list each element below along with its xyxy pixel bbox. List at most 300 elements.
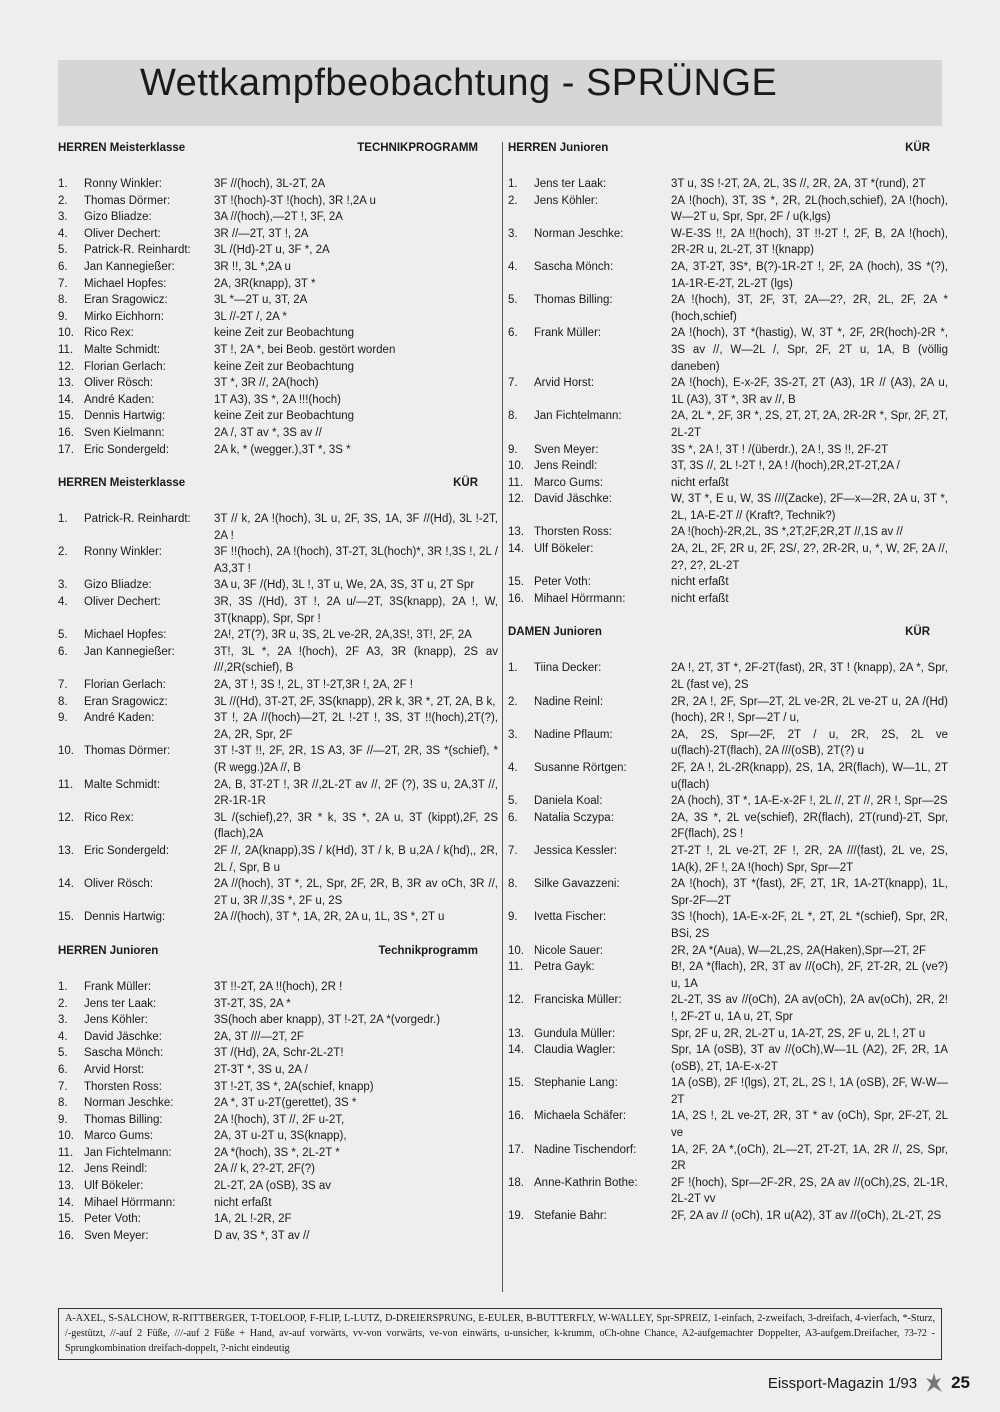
skater-name: Thomas Billing: [534,294,613,307]
jump-notes: 3L //-2T /, 2A * [214,310,287,323]
skater-name: Sven Meyer: [534,443,599,456]
skater-name: Nicole Sauer: [534,944,604,957]
jump-notes: 3L *—2T u, 3T, 2A [214,294,308,307]
page-title: Wettkampfbeobachtung - SPRÜNGE [140,62,778,104]
jump-notes: 2R, 2A !, 2F, Spr—2T, 2L ve-2R, 2L ve-2T u, 2A /(Hd)(hoch), 2R !, Spr—2T / u, [671,695,948,725]
skater-name: Arvid Horst: [84,1063,145,1076]
skater-name: Jens Reindl: [534,460,598,473]
skater-logo-icon [925,1372,943,1394]
rank-number: 7. [58,679,68,692]
rank-number: 11. [508,476,524,489]
result-row [58,1195,498,1212]
rank-number: 1. [508,178,518,190]
rank-number: 2. [508,695,518,708]
jump-notes: W, 3T *, E u, W, 3S ///(Zacke), 2F—x—2R, 2A u, 3T *, 2L, 1A-E-2T // (Kraft?, Technik?) [671,493,948,522]
rank-number: 6. [58,1063,68,1076]
skater-name: André Kaden: [84,712,155,725]
result-row [508,176,948,193]
skater-name: Gizo Bliadze: [84,579,152,592]
rank-number: 14. [58,393,74,406]
result-row [508,909,948,942]
jump-notes: 3F !!(hoch), 2A !(hoch), 3T-2T, 3L(hoch)*, 3R !,3S !, 2L / A3,3T ! [214,546,498,575]
skater-name: Sascha Mönch: [84,1047,164,1060]
skater-name: Eran Sragowicz: [84,294,168,307]
result-row [58,577,498,594]
skater-name: Marco Gums: [84,1130,154,1143]
skater-name: Nadine Tischendorf: [534,1143,637,1156]
jump-notes: 3T // k, 2A !(hoch), 3L u, 2F, 3S, 1A, 3F //(Hd), 3L !-2T, 2A ! [214,513,498,542]
skater-name: Dennis Hartwig: [84,911,166,924]
rank-number: 16. [508,1110,524,1123]
skater-name: Ulf Bökeler: [84,1180,144,1193]
result-row [58,876,498,909]
skater-name: Sven Kielmann: [84,426,165,439]
skater-name: Silke Gavazzeni: [534,878,620,891]
jump-notes: 1T A3), 3S *, 2A !!!(hoch) [214,393,341,406]
jump-notes: 2A !, 2T, 3T *, 2F-2T(fast), 2R, 3T ! (knapp), 2A *, Spr, 2L (fast ve), 2S [671,662,948,692]
rank-number: 13. [58,1180,74,1193]
rank-number: 12. [58,360,74,373]
jump-notes: 3T!, 3L *, 2A !(hoch), 2F A3, 3R (knapp), 2S av ///,2R(schief), B [214,645,498,675]
skater-name: Mihael Hörrmann: [534,592,626,605]
skater-name: David Jäschke: [84,1030,162,1043]
rank-number: 7. [508,844,518,857]
result-row [508,458,948,475]
skater-name: Nadine Pflaum: [534,728,613,741]
rank-number: 5. [58,1047,68,1060]
result-row [508,591,948,608]
jump-notes: 3L /(Hd)-2T u, 3F *, 2A [214,244,330,257]
result-row [58,442,498,459]
rank-number: 11. [508,961,524,974]
rank-number: 12. [58,1163,74,1176]
rank-number: 4. [58,1030,68,1043]
result-row [58,1079,498,1096]
result-row [58,276,498,293]
jump-notes: 2A, 2L, 2F, 2R u, 2F, 2S/, 2?, 2R-2R, u, *, W, 2F, 2A //, 2?, 2?, 2L-2T [671,543,948,572]
result-row [58,408,498,425]
page-footer [768,1372,970,1394]
jump-notes: 2T-3T *, 3S u, 2A / [214,1063,308,1076]
jump-notes: 1A (oSB), 2F !(lgs), 2T, 2L, 2S !, 1A (oSB), 2F, W-W—2T [671,1077,948,1106]
page-number: 25 [951,1373,970,1392]
skater-name: Patrick-R. Reinhardt: [84,244,191,257]
rank-number: 10. [508,460,524,473]
result-row [58,1161,498,1178]
rank-number: 8. [508,410,518,423]
result-row [58,743,498,776]
rank-number: 3. [58,1014,68,1027]
rank-number: 15. [58,410,74,423]
result-row [58,710,498,743]
rank-number: 10. [58,327,74,340]
jump-notes: 2A, B, 3T-2T !, 3R //,2L-2T av //, 2F (?), 3S u, 2A,3T //, 2R-1R-1R [214,778,498,808]
jump-notes: 2A !(hoch), 3T, 2F, 3T, 2A—2?, 2R, 2L, 2F, 2A *(hoch,schief) [671,294,948,323]
results-list [58,979,498,1245]
result-row [508,793,948,810]
jump-notes: 2A, 3T-2T, 3S*, B(?)-1R-2T !, 2F, 2A (hoch), 3S *(?), 1A-1R-E-2T, 2L-2T (lgs) [671,260,948,290]
jump-notes: 1A, 2F, 2A *,(oCh), 2L—2T, 2T-2T, 1A, 2R //, 2S, Spr, 2R [671,1143,948,1173]
skater-name: Stefanie Bahr: [534,1210,607,1223]
skater-name: Frank Müller: [534,327,602,340]
skater-name: Eric Sondergeld: [84,443,170,456]
skater-name: Stephanie Lang: [534,1077,618,1090]
skater-name: Oliver Rösch: [84,878,154,891]
left-column [58,140,498,1244]
skater-name: Jens ter Laak: [84,997,157,1010]
rank-number: 4. [58,227,68,240]
result-row [58,694,498,711]
section-title: DAMEN Junioren [508,626,602,639]
jump-notes: D av, 3S *, 3T av // [214,1229,310,1242]
skater-name: Norman Jeschke: [534,227,624,240]
rank-number: 2. [508,194,518,207]
skater-name: Rico Rex: [84,811,134,824]
result-row [58,627,498,644]
result-row [58,325,498,342]
skater-name: Oliver Rösch: [84,377,154,390]
rank-number: 12. [508,493,524,506]
jump-notes: 2A, 3T ///—2T, 2F [214,1030,304,1043]
rank-number: 10. [58,1130,74,1143]
jump-notes: 2A *(hoch), 3S *, 2L-2T * [214,1146,340,1159]
rank-number: 11. [58,1146,74,1159]
jump-notes: 3T u, 3S !-2T, 2A, 2L, 3S //, 2R, 2A, 3T *(rund), 2T [671,178,926,190]
skater-name: Ronny Winkler: [84,178,162,190]
rank-number: 3. [508,728,518,741]
section-header [508,624,948,640]
result-row [508,1175,948,1208]
result-row [508,959,948,992]
section-subtitle: Technikprogramm [378,944,478,957]
skater-name: Florian Gerlach: [84,679,166,692]
skater-name: Thomas Dörmer: [84,194,171,207]
jump-notes: 2A //(hoch), 3T *, 1A, 2R, 2A u, 1L, 3S *, 2T u [214,911,445,924]
result-row [58,1112,498,1129]
rank-number: 13. [58,377,74,390]
skater-name: Ronny Winkler: [84,546,162,559]
result-row [58,292,498,309]
skater-name: Eran Sragowicz: [84,695,168,708]
section-subtitle: TECHNIKPROGRAMM [357,142,478,154]
results-list [508,176,948,607]
section-subtitle: KÜR [453,477,478,490]
jump-notes: 3T !!-2T, 2A !!(hoch), 2R ! [214,980,343,993]
rank-number: 6. [58,645,68,658]
skater-name: Mirko Eichhorn: [84,310,164,323]
rank-number: 13. [508,1027,524,1040]
result-row [58,309,498,326]
skater-name: Peter Voth: [84,1213,141,1226]
jump-notes: 2A !(hoch), 3T *(fast), 2F, 2T, 1R, 1A-2T(knapp), 1L, Spr-2F—2T [671,878,948,907]
results-list [58,176,498,458]
rank-number: 8. [58,695,68,708]
section-subtitle: KÜR [905,626,930,639]
skater-name: Jens ter Laak: [534,178,607,190]
jump-notes: 2A, 3R(knapp), 3T * [214,277,316,290]
jump-notes: 3A //(hoch),—2T !, 3F, 2A [214,211,343,224]
rank-number: 3. [58,211,68,224]
skater-name: Jens Reindl: [84,1163,148,1176]
rank-number: 1. [58,980,68,993]
rank-number: 6. [58,260,68,273]
result-row [508,1042,948,1075]
rank-number: 17. [58,443,74,456]
skater-name: Marco Gums: [534,476,604,489]
jump-notes: 3F //(hoch), 3L-2T, 2A [214,178,326,190]
jump-notes: 2A !(hoch), 3T *(hastig), W, 3T *, 2F, 2R(hoch)-2R *, 3S av //, W—2L /, Spr, 2F, 2T u, 1A, B (völlig daneben) [671,327,948,373]
rank-number: 5. [508,294,518,307]
jump-notes: nicht erfaßt [671,576,729,589]
results-list [58,511,498,926]
rank-number: 10. [58,745,74,758]
result-row [508,760,948,793]
result-row [508,491,948,524]
rank-number: 5. [58,629,68,642]
skater-name: Gundula Müller: [534,1027,616,1040]
jump-notes: 3L //(Hd), 3T-2T, 2F, 3S(knapp), 2R k, 3R *, 2T, 2A, B k, [214,695,496,708]
rank-number: 9. [58,1113,68,1126]
result-row [58,1228,498,1245]
result-row [58,1095,498,1112]
rank-number: 1. [58,513,68,526]
jump-notes: 3L /(schief),2?, 3R * k, 3S *, 2A u, 3T (kippt),2F, 2S (flach),2A [214,811,498,841]
jump-notes: W-E-3S !!, 2A !!(hoch), 3T !!-2T !, 2F, B, 2A !(hoch), 2R-2R u, 2L-2T, 3T !(knapp) [671,227,948,257]
rank-number: 6. [508,811,518,824]
rank-number: 14. [58,878,74,891]
jump-notes: 2L-2T, 2A (oSB), 3S av [214,1180,331,1193]
jump-notes: 3T *, 3R //, 2A(hoch) [214,377,319,390]
jump-notes: nicht erfaßt [671,476,729,489]
jump-notes: 3T !-3T !!, 2F, 2R, 1S A3, 3F //—2T, 2R, 3S *(schief), * (R wegg.)2A //, B [214,745,498,774]
right-column [508,140,948,1225]
result-row [58,342,498,359]
result-row [508,1108,948,1141]
result-row [58,1145,498,1162]
section-title: HERREN Meisterklasse [58,477,186,490]
result-row [508,1026,948,1043]
skater-name: Tiina Decker: [534,662,602,675]
result-row [58,511,498,544]
result-row [58,1062,498,1079]
result-row [508,541,948,574]
result-row [58,594,498,627]
skater-name: Oliver Dechert: [84,596,161,609]
abbreviation-legend: A-AXEL, S-SALCHOW, R-RITTBERGER, T-TOELOOP, F-FLIP, L-LUTZ, D-DREIERSPRUNG, E-EULER, B-BUTTERFLY, W-WALLEY, Spr-SPREIZ, 1-einfach, 2-zweifach, 3-dreifach, 4-vierfach, *-Sturz, /-gestützt, //-auf 2 Füße, ///-auf 2 Füße + Hand, av-auf vorwärts, vv-von vorwärts, ve-von einwärts, u-unsicher, k-krumm, oCh-ohne Chance, A2-aufgemachter Doppelter, A3-aufgem.Dreifacher, ?3-?2 - Sprungkombination dreifach-doppelt, ?-nicht eindeutig [58,1308,942,1360]
skater-name: Franciska Müller: [534,994,622,1007]
jump-notes: 2A, 2L *, 2F, 3R *, 2S, 2T, 2T, 2A, 2R-2R *, Spr, 2F, 2T, 2L-2T [671,410,948,439]
jump-notes: 2A, 3S *, 2L ve(schief), 2R(flach), 2T(rund)-2T, Spr, 2F(flach), 2S ! [671,811,948,841]
jump-notes: 2F !(hoch), Spr—2F-2R, 2S, 2A av //(oCh),2S, 2L-1R, 2L-2T vv [671,1176,948,1206]
rank-number: 4. [58,596,68,609]
skater-name: Thomas Billing: [84,1113,163,1126]
jump-notes: 1A, 2S !, 2L ve-2T, 2R, 3T * av (oCh), Spr, 2F-2T, 2L ve [671,1110,948,1140]
rank-number: 8. [58,294,68,307]
result-row [58,425,498,442]
rank-number: 14. [58,1196,74,1209]
jump-notes: 2R, 2A *(Aua), W—2L,2S, 2A(Haken),Spr—2T, 2F [671,944,927,957]
rank-number: 6. [508,327,518,340]
jump-notes: 2A !(hoch)-2R,2L, 3S *,2T,2F,2R,2T //,1S av // [671,526,903,539]
jump-notes: 2A //(hoch), 3T *, 2L, Spr, 2F, 2R, B, 3R av oCh, 3R //, 2T u, 3R //,3S *, 2F u, 2S [214,878,498,907]
result-row [58,226,498,243]
result-row [58,209,498,226]
skater-name: André Kaden: [84,393,155,406]
result-row [58,777,498,810]
rank-number: 9. [58,712,68,725]
jump-notes: keine Zeit zur Beobachtung [214,410,355,423]
rank-number: 2. [58,546,68,559]
rank-number: 13. [58,844,74,857]
rank-number: 9. [58,310,68,323]
skater-name: Jens Köhler: [84,1014,148,1027]
skater-name: Rico Rex: [84,327,134,340]
result-row [58,810,498,843]
result-row [508,524,948,541]
skater-name: Michaela Schäfer: [534,1110,627,1123]
skater-name: Thorsten Ross: [534,526,612,539]
jump-notes: nicht erfaßt [671,592,729,605]
section-title: HERREN Meisterklasse [58,142,186,154]
skater-name: Natalia Sczypa: [534,811,614,824]
rank-number: 5. [58,244,68,257]
rank-number: 15. [508,576,524,589]
result-row [508,408,948,441]
rank-number: 15. [58,1213,74,1226]
rank-number: 7. [508,377,518,390]
result-row [508,375,948,408]
rank-number: 4. [508,260,518,273]
jump-notes: 3T-2T, 3S, 2A * [214,997,291,1010]
rank-number: 16. [508,592,524,605]
skater-name: Jan Fichtelmann: [534,410,622,423]
skater-name: Jens Köhler: [534,194,598,207]
result-row [508,193,948,226]
section-header [58,140,498,156]
jump-notes: 2F, 2A av // (oCh), 1R u(A2), 3T av //(oCh), 2L-2T, 2S [671,1210,942,1223]
rank-number: 3. [58,579,68,592]
rank-number: 18. [508,1176,524,1189]
rank-number: 16. [58,426,74,439]
skater-name: Patrick-R. Reinhardt: [84,513,191,526]
jump-notes: 2A // k, 2?-2T, 2F(?) [214,1163,315,1176]
section-header [58,943,498,959]
result-row [58,176,498,193]
skater-name: Anne-Kathrin Bothe: [534,1176,638,1189]
jump-notes: 1A, 2L !-2R, 2F [214,1213,292,1226]
jump-notes: 2A k, * (wegger.),3T *, 3S * [214,443,351,456]
result-row [508,475,948,492]
rank-number: 7. [58,1080,68,1093]
jump-notes: 2A *, 3T u-2T(gerettet), 3S * [214,1097,357,1110]
skater-name: Jan Fichtelmann: [84,1146,172,1159]
section-header [58,475,498,491]
result-row [508,325,948,375]
result-row [508,574,948,591]
skater-name: Gizo Bliadze: [84,211,152,224]
jump-notes: nicht erfaßt [214,1196,272,1209]
jump-notes: 2L-2T, 3S av //(oCh), 2A av(oCh), 2A av(oCh), 2R, 2! !, 2F-2T u, 1A u, 2T, Spr [671,994,948,1023]
skater-name: Jan Kannegießer: [84,645,175,658]
skater-name: Jessica Kessler: [534,844,618,857]
skater-name: Ivetta Fischer: [534,911,607,924]
rank-number: 16. [58,1229,74,1242]
result-row [508,1142,948,1175]
skater-name: Florian Gerlach: [84,360,166,373]
jump-notes: Spr, 1A (oSB), 3T av //(oCh),W—1L (A2), 2F, 2R, 1A (oSB), 2T, 1A-E-x-2T [671,1044,948,1073]
section-title: HERREN Junioren [508,142,609,154]
skater-name: Nadine Reinl: [534,695,604,708]
skater-name: Peter Voth: [534,576,591,589]
result-row [58,1045,498,1062]
result-row [508,442,948,459]
jump-notes: 2A !(hoch), E-x-2F, 3S-2T, 2T (A3), 1R // (A3), 2A u, 1L (A3), 3T *, 3R av //, B [671,377,948,406]
jump-notes: 2A, 3T !, 3S !, 2L, 3T !-2T,3R !, 2A, 2F ! [214,679,413,692]
skater-name: Frank Müller: [84,980,152,993]
result-row [58,242,498,259]
result-row [508,660,948,693]
result-row [508,992,948,1025]
skater-name: Arvid Horst: [534,377,595,390]
result-row [58,996,498,1013]
result-row [508,1075,948,1108]
skater-name: David Jäschke: [534,493,612,506]
result-row [508,876,948,909]
result-row [508,292,948,325]
rank-number: 4. [508,762,518,774]
result-row [508,943,948,960]
rank-number: 1. [58,178,68,190]
rank-number: 9. [508,911,518,924]
result-row [58,1012,498,1029]
jump-notes: 3R !!, 3L *,2A u [214,260,291,273]
section-title: HERREN Junioren [58,944,159,957]
rank-number: 9. [508,443,518,456]
skater-name: Claudia Wagler: [534,1044,616,1057]
rank-number: 14. [508,543,524,556]
jump-notes: 2A, 2S, Spr—2F, 2T / u, 2R, 2S, 2L ve u(flach)-2T(flach), 2A ///(oSB), 2T(?) u [671,728,948,758]
result-row [58,359,498,376]
skater-name: Sascha Mönch: [534,260,614,273]
section-header [508,140,948,156]
rank-number: 8. [508,878,518,891]
rank-number: 11. [58,778,74,791]
skater-name: Sven Meyer: [84,1229,149,1242]
result-row [58,843,498,876]
skater-name: Daniela Koal: [534,795,603,808]
column-divider [502,142,503,1292]
skater-name: Michael Hopfes: [84,629,167,642]
jump-notes: 2F, 2A !, 2L-2R(knapp), 2S, 1A, 2R(flach), W—1L, 2T u(flach) [671,762,948,791]
result-row [58,544,498,577]
result-row [58,259,498,276]
result-row [58,1178,498,1195]
rank-number: 15. [508,1077,524,1090]
skater-name: Michael Hopfes: [84,277,167,290]
result-row [58,979,498,996]
rank-number: 1. [508,662,518,675]
rank-number: 17. [508,1143,524,1156]
rank-number: 10. [508,944,524,957]
section-subtitle: KÜR [905,142,930,154]
jump-notes: 3R, 3S /(Hd), 3T !, 2A u/—2T, 3S(knapp), 2A !, W, 3T(knapp), Spr, Spr ! [214,596,498,625]
jump-notes: 2A!, 2T(?), 3R u, 3S, 2L ve-2R, 2A,3S!, 3T!, 2F, 2A [214,629,472,642]
rank-number: 12. [508,994,524,1007]
rank-number: 2. [58,997,68,1010]
jump-notes: B!, 2A *(flach), 2R, 3T av //(oCh), 2F, 2T-2R, 2L (ve?) u, 1A [671,961,948,990]
rank-number: 14. [508,1044,524,1057]
rank-number: 19. [508,1210,524,1223]
